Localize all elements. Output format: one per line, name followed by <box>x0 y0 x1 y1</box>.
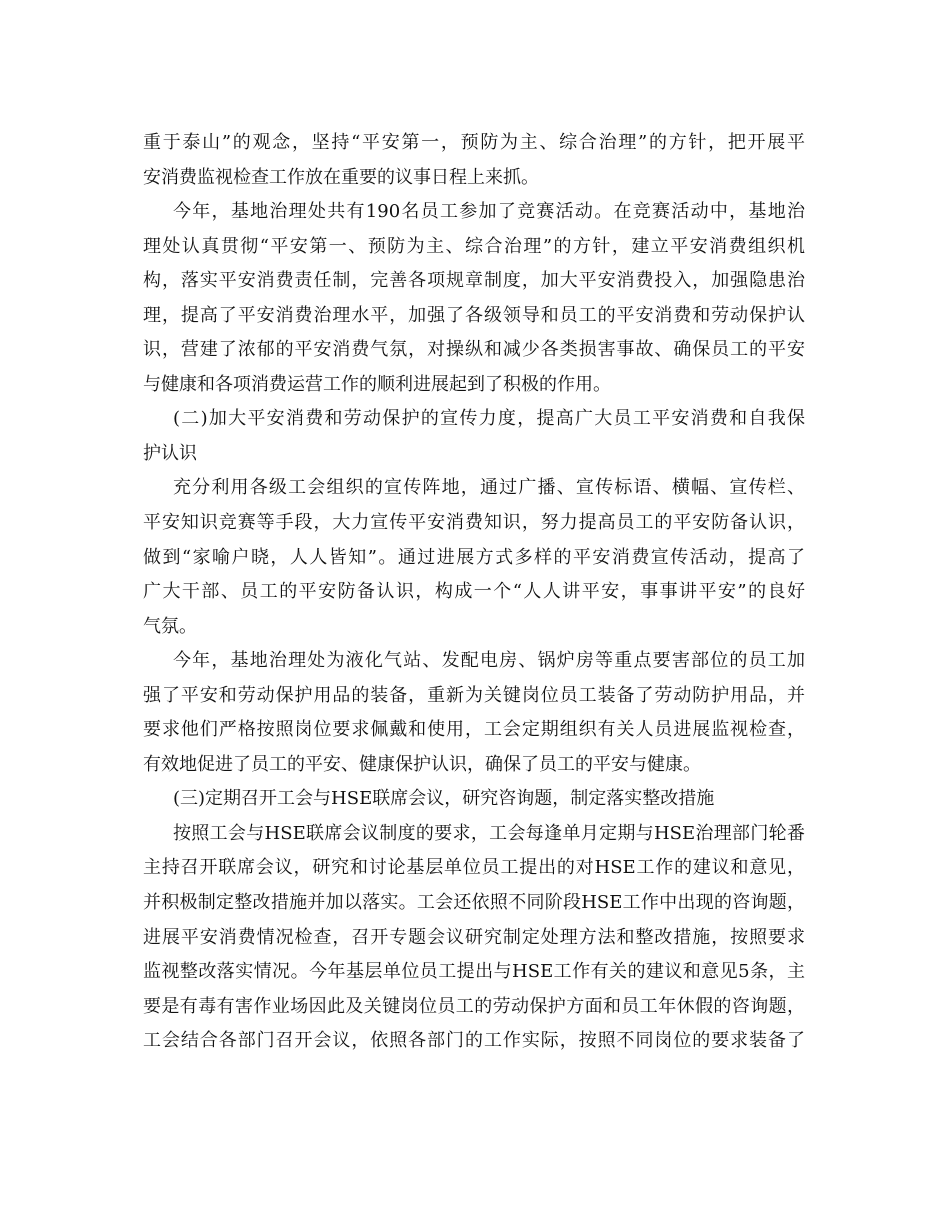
text-line: 识，营建了浓郁的平安消费气氛，对操纵和减少各类损害事故、确保员工的平安 <box>143 339 805 361</box>
body-text <box>143 126 805 1059</box>
text-line: 强了平安和劳动保护用品的装备，重新为关键岗位员工装备了劳动防护用品，并 <box>143 684 805 706</box>
text-line: 按照工会与HSE联席会议制度的要求，工会每逢单月定期与HSE治理部门轮番 <box>173 822 805 844</box>
text-line: 有效地促进了员工的平安、健康保护认识，确保了员工的平安与健康。 <box>143 753 701 775</box>
text-line: (三)定期召开工会与HSE联席会议，研究咨询题，制定落实整改措施 <box>173 788 715 810</box>
text-line: 气氛。 <box>143 615 197 637</box>
text-line: 护认识 <box>143 442 197 464</box>
text-line: 理，提高了平安消费治理水平，加强了各级领导和员工的平安消费和劳动保护认 <box>143 304 805 326</box>
text-line: 重于泰山”的观念，坚持“平安第一，预防为主、综合治理”的方针，把开展平 <box>143 132 805 153</box>
text-line: 理处认真贯彻“平安第一、预防为主、综合治理”的方针，建立平安消费组织机 <box>143 235 805 257</box>
text-line: (二)加大平安消费和劳动保护的宣传力度，提高广大员工平安消费和自我保 <box>173 408 805 430</box>
text-line: 与健康和各项消费运营工作的顺利进展起到了积极的作用。 <box>143 373 611 395</box>
text-line: 要是有毒有害作业场因此及关键岗位员工的劳动保护方面和员工年休假的咨询题， <box>143 995 805 1017</box>
text-line: 构，落实平安消费责任制，完善各项规章制度，加大平安消费投入，加强隐患治 <box>143 270 805 292</box>
text-line: 今年，基地治理处为液化气站、发配电房、锅炉房等重点要害部位的员工加 <box>173 650 805 672</box>
text-line: 广大干部、员工的平安防备认识，构成一个“人人讲平安，事事讲平安”的良好 <box>143 581 805 603</box>
text-line: 进展平安消费情况检查，召开专题会议研究制定处理方法和整改措施，按照要求 <box>143 926 805 948</box>
text-line: 安消费监视检查工作放在重要的议事日程上来抓。 <box>143 166 539 188</box>
text-line: 充分利用各级工会组织的宣传阵地，通过广播、宣传标语、横幅、宣传栏、 <box>173 477 805 499</box>
text-line: 工会结合各部门召开会议，依照各部门的工作实际，按照不同岗位的要求装备了 <box>143 1030 805 1052</box>
text-line: 监视整改落实情况。今年基层单位员工提出与HSE工作有关的建议和意见5条，主 <box>143 961 805 983</box>
text-line: 要求他们严格按照岗位要求佩戴和使用，工会定期组织有关人员进展监视检查， <box>143 719 805 741</box>
text-line: 做到“家喻户晓，人人皆知”。通过进展方式多样的平安消费宣传活动，提高了 <box>143 546 805 568</box>
text-line: 并积极制定整改措施并加以落实。工会还依照不同阶段HSE工作中出现的咨询题， <box>143 892 805 914</box>
text-line: 今年，基地治理处共有190名员工参加了竞赛活动。在竞赛活动中，基地治 <box>173 201 805 223</box>
text-line: 平安知识竞赛等手段，大力宣传平安消费知识，努力提高员工的平安防备认识， <box>143 512 805 534</box>
text-line: 主持召开联席会议，研究和讨论基层单位员工提出的对HSE工作的建议和意见， <box>143 857 805 879</box>
